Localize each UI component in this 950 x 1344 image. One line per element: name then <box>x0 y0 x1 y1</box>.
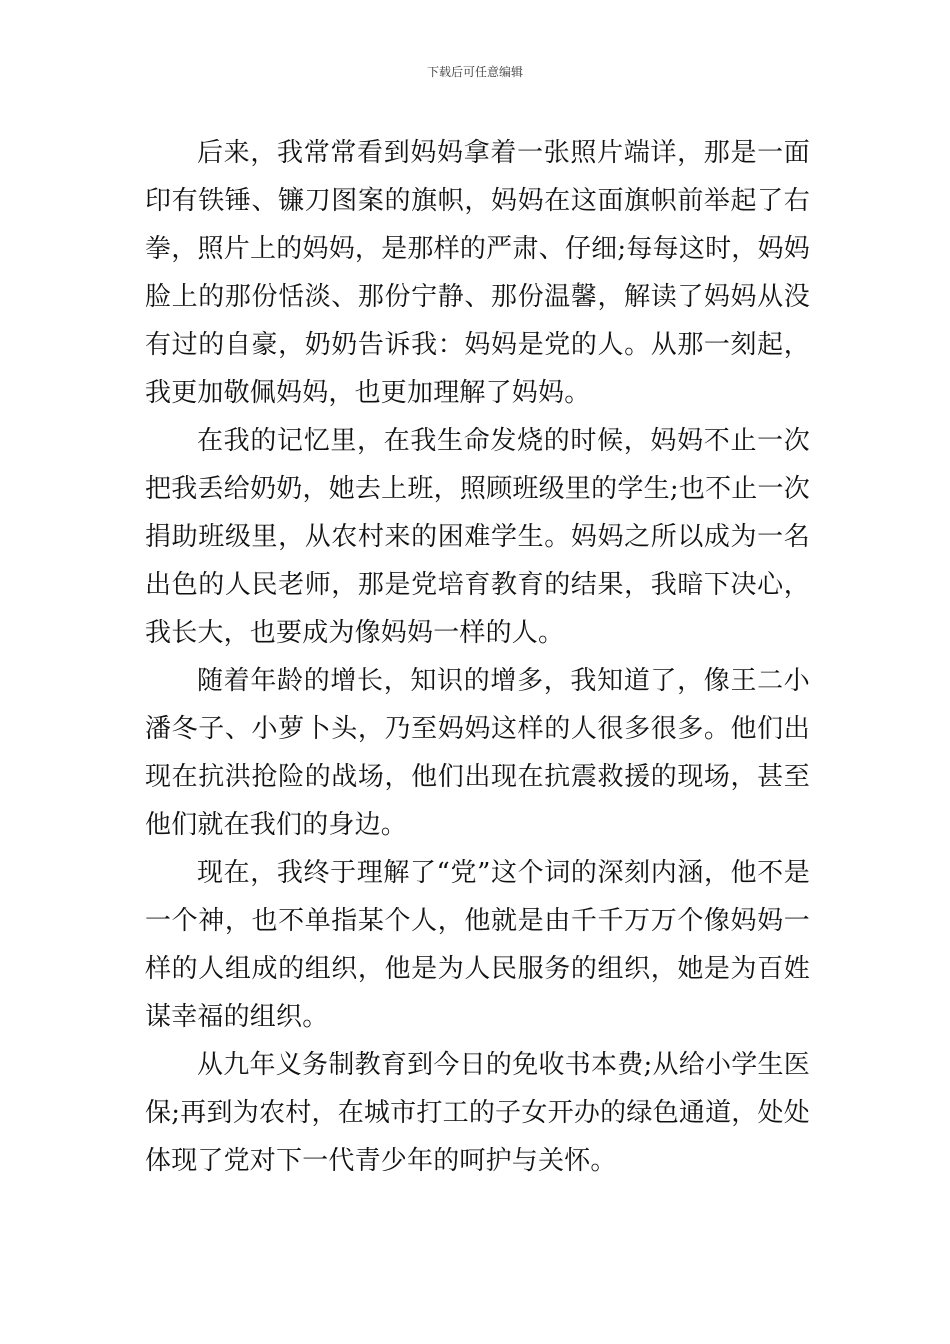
paragraph: 现在，我终于理解了“党”这个词的深刻内涵，他不是一个神，也不单指某个人，他就是由千千万万个像妈妈一样的人组成的组织，他是为人民服务的组织，她是为百姓谋幸福的组织。 <box>145 858 810 1032</box>
document-body <box>145 129 810 1185</box>
paragraph: 在我的记忆里，在我生命发烧的时候，妈妈不止一次把我丢给奶奶，她去上班，照顾班级里的学生;也不止一次捐助班级里，从农村来的困难学生。妈妈之所以成为一名出色的人民老师，那是党培育教育的结果，我暗下决心，我长大，也要成为像妈妈一样的人。 <box>145 426 810 648</box>
page-header-note: 下载后可任意编辑 <box>426 65 523 79</box>
paragraph: 后来，我常常看到妈妈拿着一张照片端详，那是一面印有铁锤、镰刀图案的旗帜，妈妈在这面旗帜前举起了右拳，照片上的妈妈，是那样的严肃、仔细;每每这时，妈妈脸上的那份恬淡、那份宁静、那份温馨，解读了妈妈从没有过的自豪，奶奶告诉我：妈妈是党的人。从那一刻起，我更加敬佩妈妈，也更加理解了妈妈。 <box>145 138 810 408</box>
paragraph: 从九年义务制教育到今日的免收书本费;从给小学生医保;再到为农村，在城市打工的子女开办的绿色通道，处处体现了党对下一代青少年的呵护与关怀。 <box>145 1050 810 1176</box>
paragraph: 随着年龄的增长，知识的增多，我知道了，像王二小潘冬子、小萝卜头，乃至妈妈这样的人很多很多。他们出现在抗洪抢险的战场，他们出现在抗震救援的现场，甚至他们就在我们的身边。 <box>145 666 810 840</box>
